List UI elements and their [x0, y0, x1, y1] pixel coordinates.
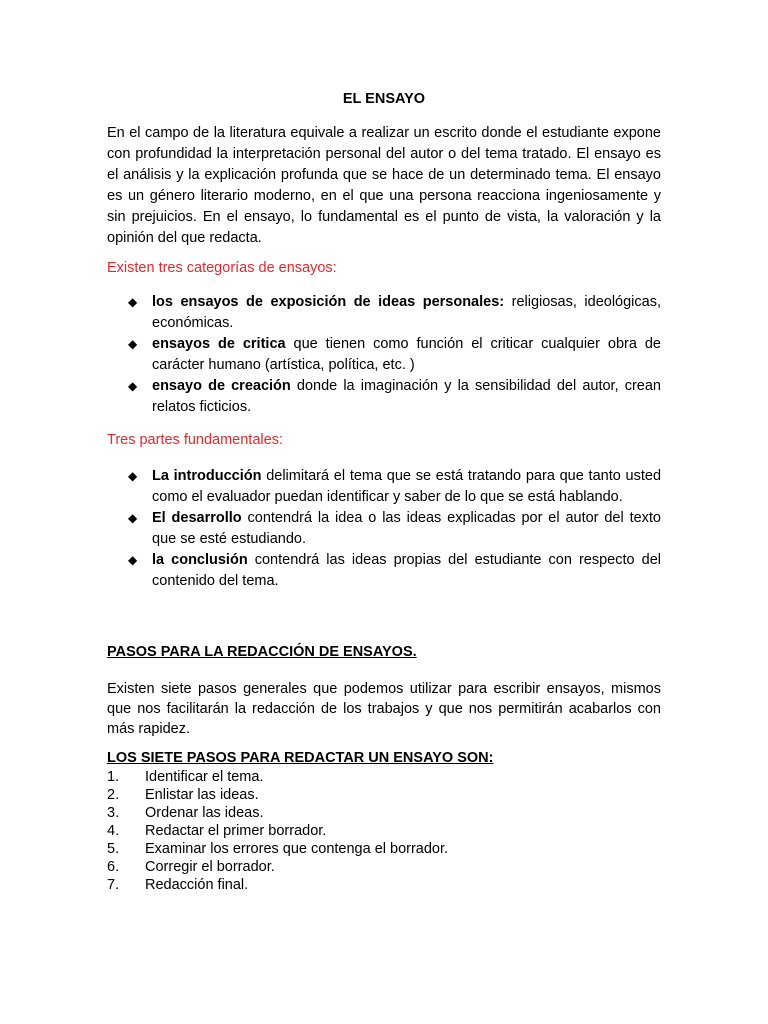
list-item: [128, 292, 661, 334]
categories-heading: Existen tres categorías de ensayos:: [107, 260, 337, 276]
list-item: [107, 858, 448, 876]
list-item-text: religiosas, ideológicas, económicas.: [152, 294, 661, 331]
step-number: 6.: [107, 859, 120, 875]
categories-list: [128, 292, 661, 418]
step-text: Corregir el borrador.: [145, 859, 275, 875]
list-item: [128, 466, 661, 508]
step-number: 5.: [107, 841, 120, 857]
step-text: Enlistar las ideas.: [145, 787, 259, 803]
list-item-text: contendrá la idea o las ideas explicadas por el autor del texto que se esté estudiando.: [152, 510, 661, 547]
list-item: [128, 376, 661, 418]
intro-paragraph: En el campo de la literatura equivale a realizar un escrito donde el estudiante expone con profundidad la interpretación personal del autor o del tema tratado. El ensayo es el análisis y la explicación profunda que se hace de un determinado tema. El ensayo es un género literario moderno, en el que una persona reacciona ingeniosamente y sin prejuicios. En el ensayo, lo fundamental es el punto de vista, la valoración y la opinión del que redacta.: [107, 125, 661, 246]
list-item-text: delimitará el tema que se está tratando para que tanto usted como el evaluador puedan identificar y saber de lo que se está hablando.: [152, 468, 662, 505]
step-number: 4.: [107, 823, 120, 839]
list-item: [128, 550, 661, 592]
step-text: Redactar el primer borrador.: [145, 823, 327, 839]
step-text: Examinar los errores que contenga el borrador.: [145, 841, 449, 857]
steps-heading: LOS SIETE PASOS PARA REDACTAR UN ENSAYO SON:: [107, 750, 494, 766]
diamond-bullet-icon: ◆: [128, 553, 138, 567]
diamond-bullet-icon: ◆: [128, 379, 138, 393]
list-item: [128, 508, 661, 550]
step-number: 2.: [107, 787, 120, 803]
step-text: Redacción final.: [145, 877, 249, 893]
steps-intro-paragraph: Existen siete pasos generales que podemos utilizar para escribir ensayos, mismos que nos facilitarán la redacción de los trabajos y que nos permitirán acabarlos con más rapidez.: [107, 681, 661, 737]
list-item-bold: la conclusión: [152, 552, 248, 568]
diamond-bullet-icon: ◆: [128, 295, 138, 309]
list-item-bold: ensayo de creación: [152, 378, 291, 394]
list-item: [107, 822, 448, 840]
list-item: [107, 804, 448, 822]
list-item-bold: La introducción: [152, 468, 262, 484]
diamond-bullet-icon: ◆: [128, 511, 138, 525]
list-item-text: donde la imaginación y la sensibilidad del autor, crean relatos ficticios.: [152, 378, 661, 415]
step-text: Ordenar las ideas.: [145, 805, 264, 821]
list-item: [107, 840, 448, 858]
list-item-text: que tienen como función el criticar cualquier obra de carácter humano (artística, política, etc. ): [152, 336, 661, 373]
list-item: [107, 876, 448, 894]
parts-heading: Tres partes fundamentales:: [107, 432, 283, 448]
list-item-bold: El desarrollo: [152, 510, 242, 526]
document-title: EL ENSAYO: [342, 91, 426, 107]
parts-list: [128, 466, 661, 592]
step-text: Identificar el tema.: [145, 769, 264, 785]
steps-section-heading: PASOS PARA LA REDACCIÓN DE ENSAYOS.: [107, 644, 417, 660]
steps-list: [107, 768, 448, 894]
list-item: [128, 334, 661, 376]
step-number: 1.: [107, 769, 120, 785]
step-number: 7.: [107, 877, 120, 893]
list-item-bold: ensayos de critica: [152, 336, 286, 352]
diamond-bullet-icon: ◆: [128, 469, 138, 483]
list-item: [107, 768, 448, 786]
diamond-bullet-icon: ◆: [128, 337, 138, 351]
list-item: [107, 786, 448, 804]
list-item-bold: los ensayos de exposición de ideas personales:: [152, 294, 505, 310]
step-number: 3.: [107, 805, 120, 821]
list-item-text: contendrá las ideas propias del estudiante con respecto del contenido del tema.: [152, 552, 661, 589]
